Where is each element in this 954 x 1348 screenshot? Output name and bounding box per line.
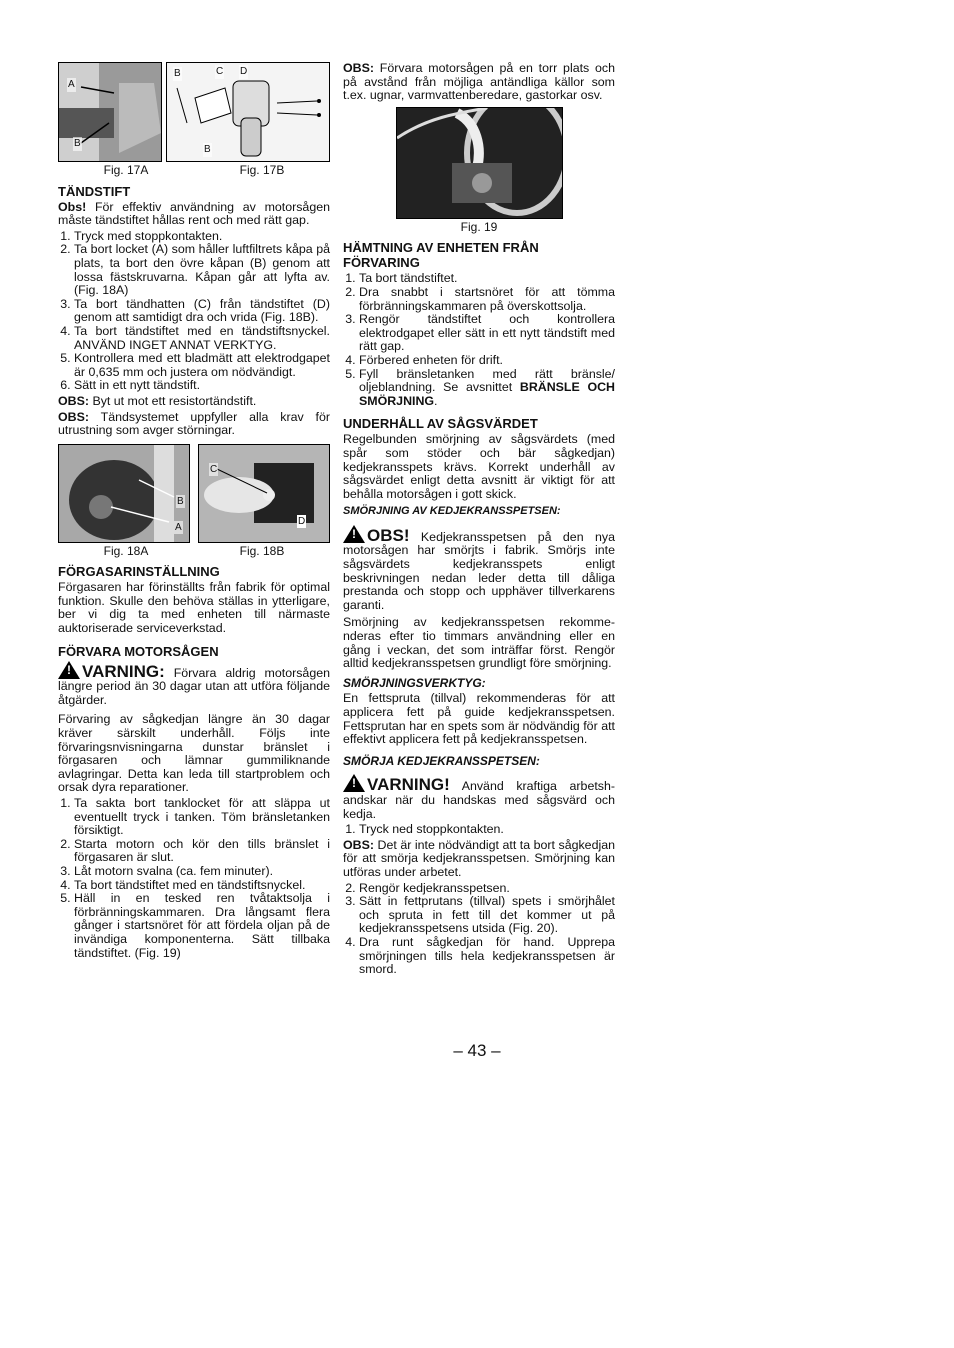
fig18a-label-b: B	[177, 495, 184, 507]
fig18b-image	[198, 444, 330, 543]
underhall-sub1: SMÖRJNING AV KEDJEKRANSSPETSEN:	[343, 505, 561, 518]
forvara-warning	[58, 661, 330, 708]
underhall-text2: Smörjning av kedjekransspetsen rekomme- nderas efter tio timmars användning eller en gång i veckan, det som inträffar först. Rengör alltid kedjekransspetsen grundligt före smörjning.	[343, 615, 615, 671]
tandstift-step: 1. Tryck med stoppkontakten.	[74, 230, 330, 244]
smorja-steps	[343, 882, 615, 977]
underhall-warning-text: Använd kraftiga arbetsh- andskar när du handskas med sågsvärd och kedja.	[343, 779, 615, 821]
storage-obs	[343, 62, 615, 103]
fig19-drawing	[397, 108, 562, 218]
fig17b-label-c: C	[216, 66, 224, 77]
warning-triangle-icon	[58, 661, 80, 679]
fig18b-caption: Fig. 18B	[239, 543, 285, 558]
tandstift-obs2	[58, 411, 330, 438]
fig17b-label-b-top: B	[174, 68, 181, 79]
forvara-step: 5. Häll in en tesked ren tvåtaktsolja i förbränningskammaren. Dra långsamt flera gånger i startsnöret för att fördela oljan på de invändiga komponenterna. Sätt tillbaka tändstiftet. (Fig. 19)	[74, 892, 330, 960]
tandstift-intro-lead: Obs!	[58, 199, 87, 214]
warning-triangle-icon	[343, 774, 365, 792]
underhall-warning	[343, 774, 615, 821]
forvara-steps	[58, 797, 330, 960]
tandstift-step: 4. Ta bort tändstiftet med en tändstiftsnyckel. ANVÄND INGET ANNAT VERKTYG.	[74, 325, 330, 352]
underhall-warning-head: VARNING!	[367, 775, 450, 795]
fig18-captions	[58, 545, 330, 559]
tandstift-obs2-text: Tändsystemet uppfyller alla krav för utrustning som avger störningar.	[58, 409, 331, 438]
storage-obs-text: Förvara motorsågen på en torr plats och på avstånd från möjliga antändliga källor som t.ex. ugnar, varmvattenberedare, gastorkar osv.	[343, 61, 616, 103]
forvara-warning-head: VARNING:	[82, 661, 165, 681]
smorja-obs-text: Det är inte nödvändigt att ta bort sågkedjan för att smörja kedjekransspetsen. Smörjning kan utföras under arbetet.	[343, 837, 616, 879]
smorja-step: 1. Tryck ned stoppkontakten.	[359, 823, 615, 837]
hamtning-step: 4. Förbered enheten för drift.	[359, 354, 615, 368]
underhall-sub2: SMÖRJNINGSVERKTYG:	[343, 675, 486, 690]
left-column	[58, 62, 330, 962]
underhall-text: Regelbunden smörjning av sågsvärdets (med spår som stöder och bär sågkedjan) kedjekransspets krävs. Korrekt underhåll av sågsvärdet enligt detta avsnitt är viktigt för att behålla motorsågen i gott skick.	[343, 432, 615, 501]
fig17a-label-a: A	[68, 79, 75, 90]
tandstift-obs1	[58, 395, 330, 409]
forvara-step: 4. Ta bort tändstiftet med en tändstiftsnyckel.	[74, 879, 330, 893]
fig17b-caption: Fig. 17B	[239, 163, 285, 177]
warning-triangle-icon	[343, 525, 365, 543]
section-title-underhall: UNDERHÅLL AV SÅGSVÄRDET	[343, 416, 538, 432]
forvara-warning-text: Förvara aldrig motorsågen längre period än 30 dagar utan att utföra följande åtgärder.	[58, 665, 330, 707]
fig18a-caption: Fig. 18A	[103, 543, 149, 558]
fig17b-image	[166, 62, 330, 162]
section-title-tandstift: TÄNDSTIFT	[58, 183, 131, 199]
fig18b-label-d: D	[298, 515, 306, 527]
fig17a-label-b: B	[74, 138, 81, 149]
fig19-image	[396, 107, 563, 219]
hamtning-step: 1. Ta bort tändstiftet.	[359, 272, 615, 286]
forvara-step: 2. Starta motorn och kör den tills bränslet i förgasaren är slut.	[74, 838, 330, 865]
tandstift-obs1-lead: OBS:	[58, 393, 89, 408]
storage-obs-lead: OBS:	[343, 61, 374, 75]
hamtning-step5-bold: BRÄNSLE OCH SMÖRJNING	[359, 380, 615, 408]
smorja-obs	[343, 839, 615, 880]
hamtning-steps	[343, 272, 615, 408]
fig17-row	[58, 62, 330, 162]
fig18a-drawing	[59, 445, 189, 542]
fig17a-caption: Fig. 17A	[103, 163, 149, 177]
tandstift-steps	[58, 230, 330, 393]
fig18a-image	[58, 444, 190, 543]
hamtning-step5-post: .	[434, 393, 438, 408]
fig17b-label-b-bottom: B	[204, 144, 211, 155]
fig18b-label-c: C	[210, 463, 218, 475]
fig18a-label-a: A	[175, 521, 182, 533]
smorja-step1-list	[343, 823, 615, 837]
forgasare-text: Förgasaren har förinställts från fabrik för optimal funktion. Skulle den behöva ställas in ytterligare, ber vi dig ta med enheten till närmaste auktoriserade serviceverkstad.	[58, 580, 330, 636]
tandstift-step: 2. Ta bort locket (A) som håller luftfiltrets kåpa på plats, ta bort den övre kåpan (B) genom att lossa fästskruvarna. Kåpan går att lyfta av. (Fig. 18A)	[74, 243, 330, 297]
underhall-obs	[343, 525, 615, 613]
forvara-step: 1. Ta sakta bort tanklocket för att släppa ut eventuellt tryck i tanken. Töm bränsletanken försiktigt.	[74, 797, 330, 838]
tandstift-intro-text: För effektiv användning av motorsågen måste tändstiftet hållas rent och med rätt gap.	[58, 199, 330, 228]
hamtning-step: 3. Rengör tändstiftet och kontrollera elektrodgapet eller sätt in ett nytt tändstift med rätt gap.	[359, 313, 615, 354]
hamtning-step	[359, 368, 615, 409]
tandstift-intro	[58, 201, 330, 228]
underhall-obs-text: Kedjekransspetsen på den nya motorsågen har smörjts i fabrik. Smörjs inte sågsvärdets kedjekransspets enligt beskrivningen nedan leder detta till dåliga prestanda och stopp och upphäver tillverkarens garanti.	[343, 529, 615, 612]
tandstift-step: 5. Kontrollera med ett bladmätt att elektrodgapet är 0,635 mm och justera om nödvändigt.	[74, 352, 330, 379]
section-title-hamtning: HÄMTNING AV ENHETEN FRÅN FÖRVARING	[343, 240, 539, 271]
fig18b-drawing	[199, 445, 329, 542]
smorja-obs-lead: OBS:	[343, 837, 374, 852]
smorja-step: 4. Dra runt sågkedjan för hand. Upprepa smörjningen tills hela kedjekransspetsen är smord.	[359, 936, 615, 977]
fig17b-label-d: D	[240, 66, 248, 77]
tandstift-step: 3. Ta bort tändhatten (C) från tändstiftet (D) genom att samtidigt dra och vrida (Fig. 18B).	[74, 298, 330, 325]
fig19-caption: Fig. 19	[460, 219, 498, 234]
underhall-text3: En fettspruta (tillval) rekommenderas för att applicera fett på guide kedjekransspetsen. Fettsprutan har en spets som är nödvändig för att effektivt applicera fett på kedjekransspetsen.	[343, 691, 615, 747]
fig18-row	[58, 444, 330, 543]
smorja-step: 2. Rengör kedjekransspetsen.	[359, 882, 615, 896]
forvara-step: 3. Låt motorn svalna (ca. fem minuter).	[74, 865, 330, 879]
page-number: – 43 –	[453, 1041, 501, 1060]
forvara-text: Förvaring av sågkedjan längre än 30 dagar kräver särskilt underhåll. Följs inte förvaringsnvisningarna dunstar bränslet i förgasaren och lämnar gummiliknande avlagringar. Detta kan leda till startproblem och orsak dyra reparationer.	[58, 712, 330, 795]
tandstift-obs2-lead: OBS:	[58, 409, 89, 424]
tandstift-obs1-text: Byt ut mot ett resistortändstift.	[92, 393, 257, 408]
underhall-sub3: SMÖRJA KEDJEKRANSSPETSEN:	[343, 753, 540, 768]
section-title-forvara: FÖRVARA MOTORSÅGEN	[58, 643, 219, 659]
fig17a-image	[58, 62, 162, 162]
smorja-step: 3. Sätt in fettprutans (tillval) spets i smörjhålet och spruta in fett till det kommer ut på kedjekransspetsens utsida (Fig. 20).	[359, 895, 615, 936]
fig17-captions	[58, 164, 330, 178]
right-column	[343, 62, 615, 979]
section-title-forgasare: FÖRGASARINSTÄLLNING	[58, 564, 220, 580]
hamtning-step5-pre: Fyll bränsletanken med rätt bränsle/ oljeblandning. Se avsnittet	[359, 366, 615, 395]
tandstift-step: 6. Sätt in ett nytt tändstift.	[74, 379, 330, 393]
hamtning-step: 2. Dra snabbt i startsnöret för att tömma förbränningskammaren på överskottsolja.	[359, 286, 615, 313]
underhall-obs-head: OBS!	[367, 525, 410, 545]
